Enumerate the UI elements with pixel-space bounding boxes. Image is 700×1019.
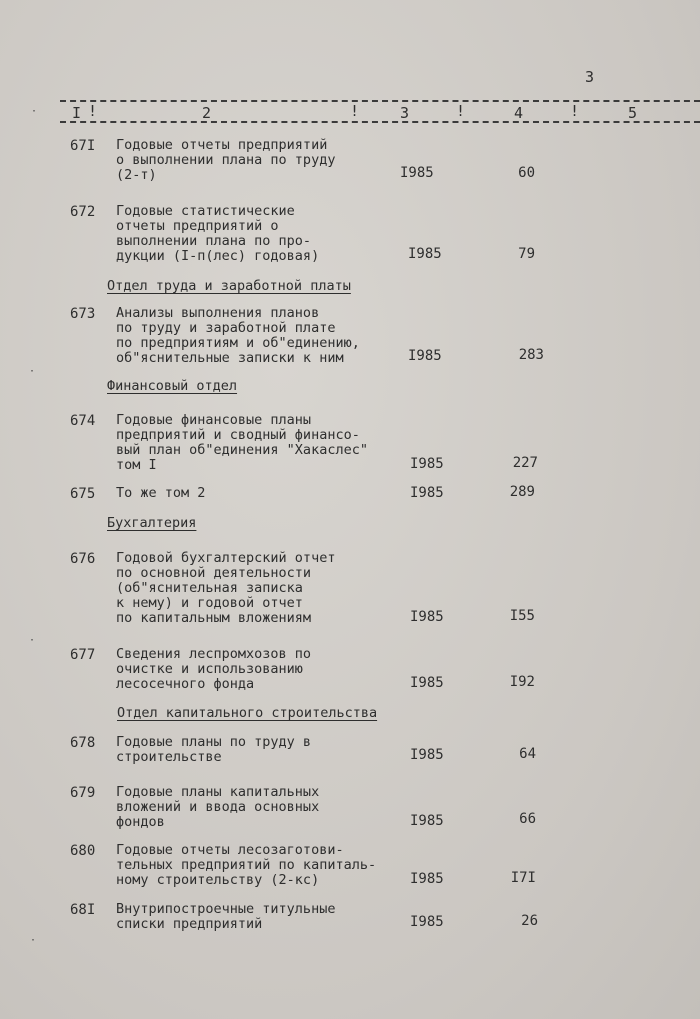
- entry-number: 680: [70, 843, 96, 859]
- entry-title-line: об"яснительные записки к ним: [116, 350, 344, 366]
- entry-title-line: по основной деятельности: [116, 565, 312, 581]
- entry-title-line: лесосечного фонда: [116, 676, 255, 692]
- entry-count: I7I: [510, 870, 536, 886]
- entry-title-line: Годовые финансовые планы: [116, 412, 312, 428]
- entry-number: 67I: [70, 138, 96, 154]
- entry-year: I985: [408, 246, 442, 262]
- margin-speck: ·: [29, 366, 36, 377]
- entry-year: I985: [400, 165, 434, 181]
- entry-title-line: Анализы выполнения планов: [116, 305, 320, 321]
- entry-year: I985: [410, 456, 444, 472]
- entry-title-line: к нему) и годовой отчет: [116, 595, 303, 611]
- entry-number: 672: [70, 204, 96, 220]
- column-header-1: I: [72, 104, 82, 122]
- entry-title-line: строительстве: [116, 749, 222, 765]
- column-separator: !: [456, 102, 466, 120]
- column-header-5: 5: [628, 104, 638, 122]
- entry-number: 676: [70, 551, 96, 567]
- column-header-4: 4: [514, 104, 524, 122]
- entry-title-line: дукции (I-п(лес) годовая): [116, 248, 320, 264]
- header-rule-top: [60, 100, 700, 102]
- entry-title-line: списки предприятий: [116, 916, 263, 932]
- entry-count: 60: [518, 165, 535, 181]
- margin-speck: ·: [31, 106, 38, 117]
- section-heading: Отдел капитального строительства: [117, 705, 378, 721]
- entry-title-line: предприятий и сводный финансо-: [116, 427, 360, 443]
- entry-title-line: том I: [116, 457, 157, 473]
- entry-title-line: Годовой бухгалтерский отчет: [116, 550, 336, 566]
- entry-title-line: Годовые планы по труду в: [116, 734, 312, 750]
- entry-title-line: Внутрипостроечные титульные: [116, 901, 336, 917]
- entry-title-line: о выполнении плана по труду: [116, 152, 336, 168]
- entry-number: 675: [70, 486, 96, 502]
- entry-title-line: Годовые отчеты предприятий: [116, 137, 328, 153]
- entry-year: I985: [410, 914, 444, 930]
- entry-number: 674: [70, 413, 96, 429]
- entry-count: I92: [509, 674, 535, 690]
- section-heading: Отдел труда и заработной платы: [107, 278, 351, 294]
- entry-title-line: вложений и ввода основных: [116, 799, 320, 815]
- section-heading: Финансовый отдел: [107, 378, 238, 394]
- entry-title-line: Сведения леспромхозов по: [116, 646, 312, 662]
- column-separator: !: [570, 102, 580, 120]
- entry-number: 677: [70, 647, 96, 663]
- entry-year: I985: [410, 813, 444, 829]
- entry-title-line: Годовые статистические: [116, 203, 295, 219]
- entry-title-line: Годовые планы капитальных: [116, 784, 320, 800]
- entry-title-line: (2-т): [116, 167, 157, 183]
- entry-year: I985: [410, 675, 444, 691]
- column-header-2: 2: [202, 104, 212, 122]
- entry-year: I985: [410, 485, 444, 501]
- entry-title-line: То же том 2: [116, 485, 206, 501]
- entry-title-line: отчеты предприятий о: [116, 218, 279, 234]
- entry-title-line: ному строительству (2-кс): [116, 872, 320, 888]
- entry-year: I985: [410, 747, 444, 763]
- margin-speck: ·: [29, 635, 36, 646]
- entry-title-line: тельных предприятий по капиталь-: [116, 857, 377, 873]
- entry-count: 283: [518, 347, 544, 363]
- section-heading: Бухгалтерия: [107, 515, 197, 531]
- entry-count: 64: [519, 746, 536, 762]
- entry-count: 227: [512, 455, 538, 471]
- page-number: 3: [585, 68, 595, 86]
- entry-number: 679: [70, 785, 96, 801]
- entry-number: 678: [70, 735, 96, 751]
- entry-year: I985: [410, 609, 444, 625]
- entry-count: I55: [509, 608, 535, 624]
- entry-number: 68I: [70, 902, 96, 918]
- entry-title-line: очистке и использованию: [116, 661, 303, 677]
- entry-title-line: по труду и заработной плате: [116, 320, 336, 336]
- entry-year: I985: [410, 871, 444, 887]
- column-header-3: 3: [400, 104, 410, 122]
- entry-count: 79: [518, 246, 535, 262]
- entry-title-line: фондов: [116, 814, 165, 830]
- entry-title-line: выполнении плана по про-: [116, 233, 312, 249]
- entry-count: 66: [519, 811, 536, 827]
- entry-count: 289: [509, 484, 535, 500]
- entry-number: 673: [70, 306, 96, 322]
- margin-speck: ·: [30, 935, 37, 946]
- header-rule-bottom: [60, 121, 700, 123]
- entry-count: 26: [521, 913, 538, 929]
- entry-title-line: по капитальным вложениям: [116, 610, 312, 626]
- column-separator: !: [350, 102, 360, 120]
- entry-title-line: по предприятиям и об"единению,: [116, 335, 360, 351]
- entry-year: I985: [408, 348, 442, 364]
- column-separator: !: [88, 102, 98, 120]
- entry-title-line: Годовые отчеты лесозаготови-: [116, 842, 344, 858]
- entry-title-line: вый план об"единения "Хакаслес": [116, 442, 368, 458]
- entry-title-line: (об"яснительная записка: [116, 580, 303, 596]
